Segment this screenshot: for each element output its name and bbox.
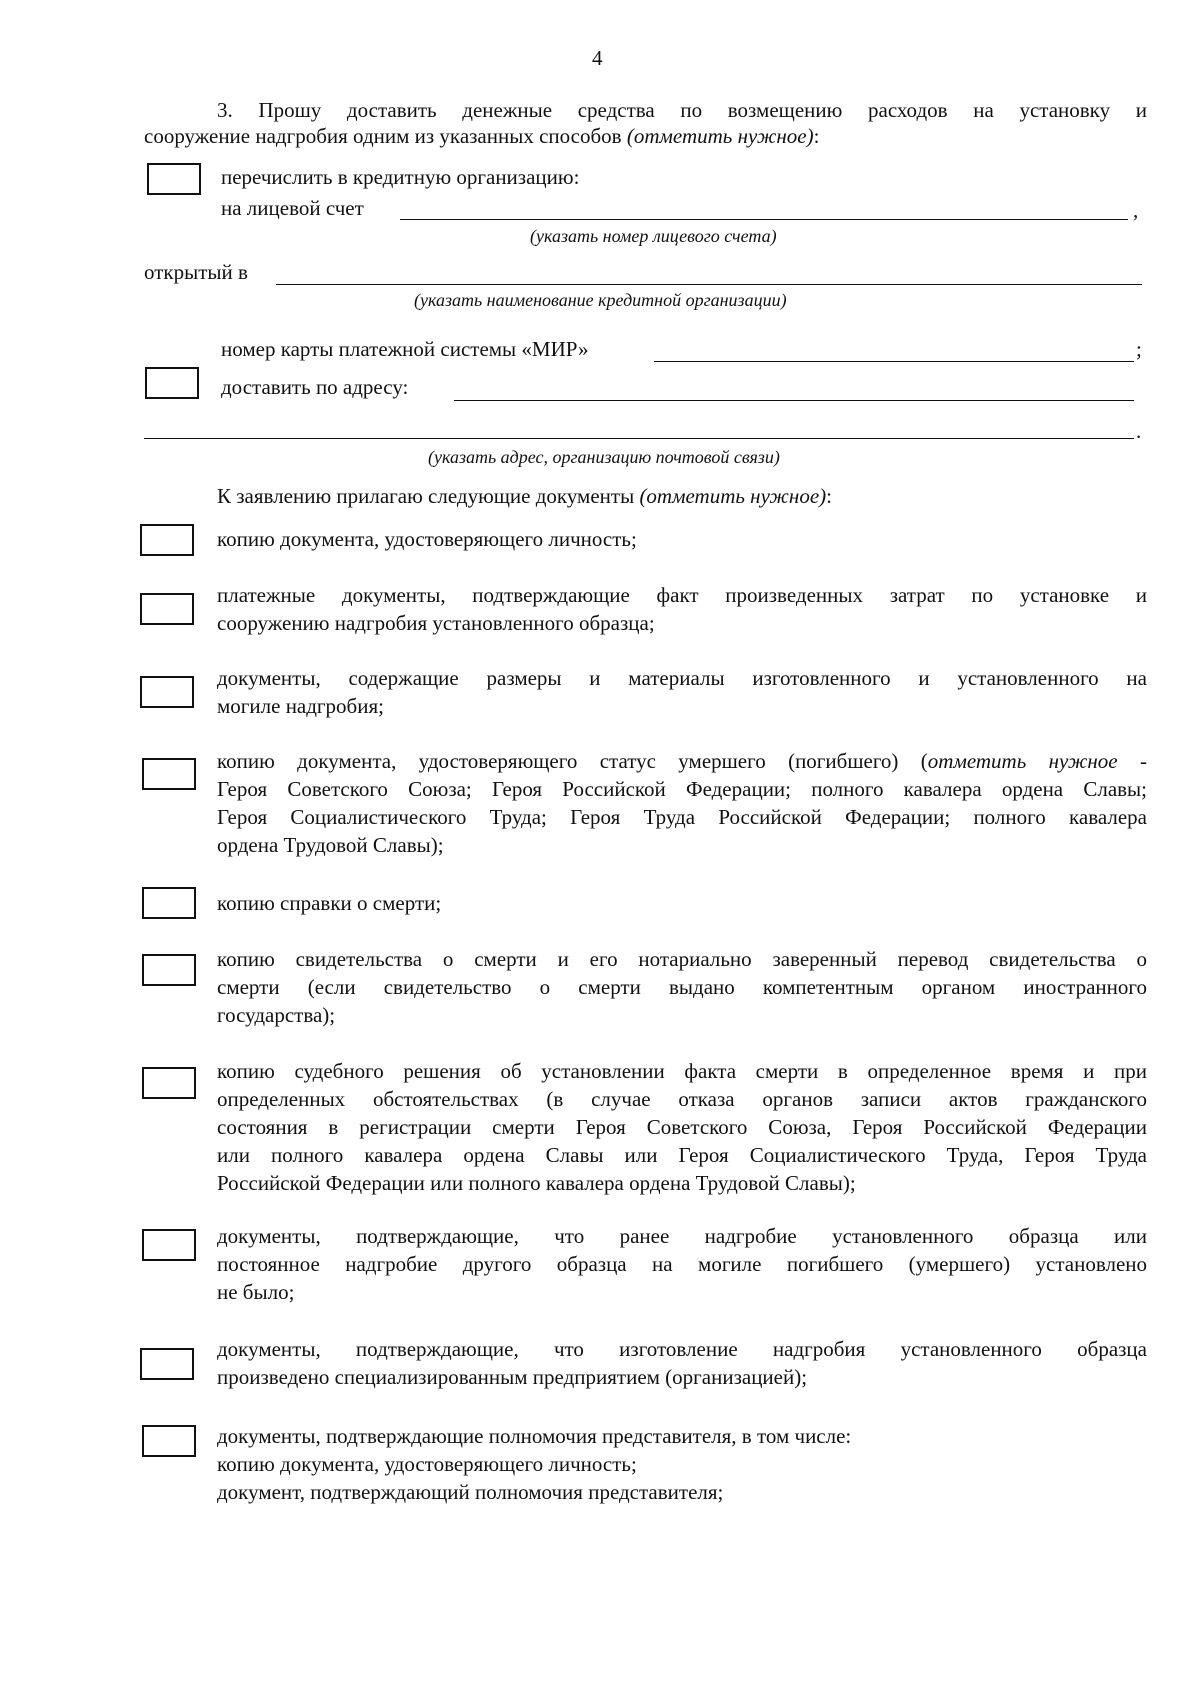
attachment-item-1 [217, 525, 1147, 553]
attachment-line: копию свидетельства о смерти и его нотариально заверенный перевод свидетельства о [217, 947, 1147, 971]
attachment-checkbox-1[interactable] [140, 524, 194, 556]
attachment-line: копию судебного решения об установлении факта смерти в определенное время и при [217, 1059, 1147, 1083]
address-caption: (указать адрес, организацию почтовой связи) [428, 447, 780, 467]
attachment-line: состояния в регистрации смерти Героя Советского Союза, Героя Российской Федерации [217, 1115, 1147, 1139]
attachments-intro [217, 482, 832, 510]
attachment-checkbox-3[interactable] [140, 676, 194, 708]
address-label: доставить по адресу: [221, 375, 409, 399]
attachment-line: могиле надгробия; [217, 694, 384, 718]
attachment-line: произведено специализированным предприятием (организацией); [217, 1365, 808, 1389]
attachment-line: государства); [217, 1003, 336, 1027]
attachment-line: или полного кавалера ордена Славы или Героя Социалистического Труда, Героя Труда [217, 1143, 1147, 1167]
address-delivery-checkbox[interactable] [145, 367, 199, 399]
attachment-line: определенных обстоятельствах (в случае отказа органов записи актов гражданского [217, 1087, 1147, 1111]
attachment-line: ордена Трудовой Славы); [217, 833, 444, 857]
intro-text: К заявлению прилагаю следующие документы [217, 484, 640, 508]
attachment-item-10 [217, 1422, 1147, 1506]
address-period: . [1136, 419, 1142, 443]
attachment-line: платежные документы, подтверждающие факт произведенных затрат по установке и [217, 583, 1147, 607]
attachment-checkbox-2[interactable] [140, 593, 194, 625]
attachment-checkbox-7[interactable] [142, 1067, 196, 1099]
attachment-line: сооружению надгробия установленного образца; [217, 611, 655, 635]
section-paragraph-line2 [144, 122, 819, 150]
attachment-checkbox-6[interactable] [142, 954, 196, 986]
attachment-line: документы, подтверждающие, что изготовление надгробия установленного образца [217, 1337, 1147, 1361]
attachment-line: документы, подтверждающие, что ранее надгробие установленного образца или [217, 1224, 1147, 1248]
attachment-line: документ, подтверждающий полномочия представителя; [217, 1480, 724, 1504]
bank-transfer-checkbox[interactable] [147, 163, 201, 195]
page-number: 4 [592, 46, 603, 70]
para-emphasis: (отметить нужное) [626, 124, 814, 148]
account-comma: , [1133, 198, 1139, 222]
attachment-line: Героя Советского Союза; Героя Российской Федерации; полного кавалера ордена Славы; [217, 777, 1147, 801]
attachment-item-9 [217, 1335, 1147, 1391]
attachment-line: смерти (если свидетельство о смерти выдано компетентным органом иностранного [217, 975, 1147, 999]
intro-emphasis: (отметить нужное) [639, 484, 827, 508]
attachment-item-4 [217, 747, 1147, 859]
attachment-line: не было; [217, 1280, 295, 1304]
intro-colon: : [826, 484, 833, 508]
attachment-line: копию справки о смерти; [217, 891, 442, 915]
address-field-line1[interactable] [454, 400, 1134, 401]
attachment-line: документы, содержащие размеры и материалы изготовленного и установленного на [217, 666, 1147, 690]
account-number-field[interactable] [400, 219, 1128, 220]
account-label: на лицевой счет [221, 196, 364, 220]
attachment-checkbox-4[interactable] [142, 758, 196, 790]
attachment-checkbox-9[interactable] [140, 1348, 194, 1380]
mir-card-field[interactable] [654, 361, 1134, 362]
account-caption: (указать номер лицевого счета) [530, 226, 777, 246]
attachment-line: Российской Федерации или полного кавалера ордена Трудовой Славы); [217, 1171, 856, 1195]
mir-card-label: номер карты платежной системы «МИР» [221, 337, 589, 361]
attachment-item-2 [217, 581, 1147, 637]
attachment-item-5 [217, 889, 1147, 917]
para-colon: : [813, 124, 820, 148]
section-paragraph-line1: 3. Прошу доставить денежные средства по возмещению расходов на установку и [217, 98, 1147, 122]
attachment-line: Героя Социалистического Труда; Героя Труда Российской Федерации; полного кавалера [217, 805, 1147, 829]
attachment-checkbox-8[interactable] [142, 1229, 196, 1261]
attachment-line: документы, подтверждающие полномочия представителя, в том числе: [217, 1424, 852, 1448]
attachment-checkbox-10[interactable] [142, 1425, 196, 1457]
attachment-item-6 [217, 945, 1147, 1029]
address-field-line2[interactable] [144, 438, 1134, 439]
attachment-checkbox-5[interactable] [142, 887, 196, 919]
attachment-item-8 [217, 1222, 1147, 1306]
bank-transfer-label: перечислить в кредитную организацию: [221, 165, 580, 189]
attachment-line: копию документа, удостоверяющего статус умершего (погибшего) (отметить нужное - [217, 749, 1147, 773]
bank-name-field[interactable] [276, 284, 1142, 285]
attachment-item-3 [217, 664, 1147, 720]
mir-card-semicolon: ; [1136, 337, 1142, 361]
attachment-line: копию документа, удостоверяющего личность; [217, 1452, 637, 1476]
para-text: сооружение надгробия одним из указанных способов [144, 124, 627, 148]
attachment-line: постоянное надгробие другого образца на могиле погибшего (умершего) установлено [217, 1252, 1147, 1276]
attachment-line: копию документа, удостоверяющего личность; [217, 527, 637, 551]
attachment-item-7 [217, 1057, 1147, 1197]
opened-in-label: открытый в [144, 260, 248, 284]
bank-name-caption: (указать наименование кредитной организации) [414, 290, 787, 310]
